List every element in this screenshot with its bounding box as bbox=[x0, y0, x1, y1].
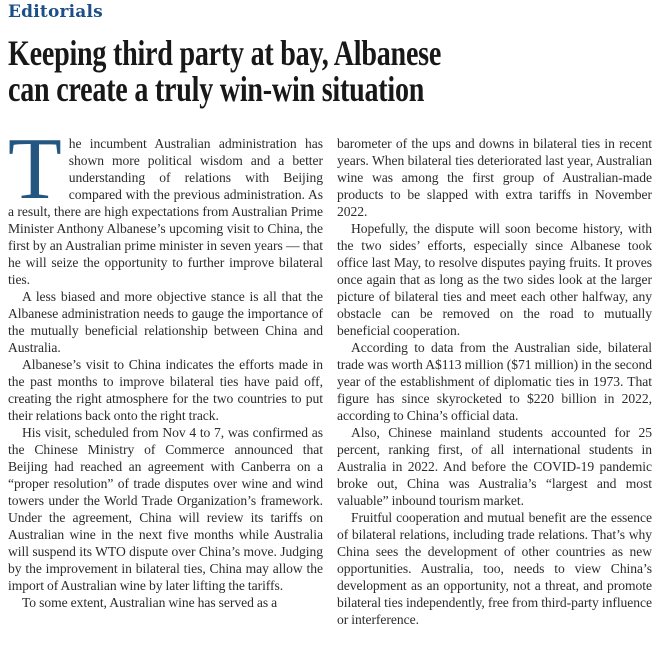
paragraph: barometer of the ups and downs in bilateral ties in recent years. When bilateral ties deteriorated last year, Australian wine was among the first group of Australian-made products to be slapped with extra tariffs in November 2022. bbox=[337, 136, 652, 219]
paragraph bbox=[8, 135, 323, 288]
headline-line-1: Keeping third party at bay, Albanese bbox=[8, 33, 442, 73]
section-kicker: Editorials bbox=[8, 2, 103, 22]
article-body bbox=[8, 135, 652, 663]
paragraph: To some extent, Australian wine has served as a bbox=[22, 595, 278, 610]
paragraph: Hopefully, the dispute will soon become history, with the two sides’ efforts, especially since Albanese took office last May, to resolve disputes paying fruits. It proves once again that as long as the two sides look at the larger picture of bilateral ties and meet each other halfway, any obstacle can be removed on the road to mutually beneficial cooperation. bbox=[337, 221, 652, 338]
article-column-right bbox=[337, 135, 652, 663]
paragraph: Albanese’s visit to China indicates the efforts made in the past months to improve bilateral ties have paid off, creating the right atmosphere for the two countries to put their relations back onto the right track. bbox=[8, 357, 323, 423]
article-headline bbox=[8, 35, 652, 107]
paragraph: According to data from the Australian side, bilateral trade was worth A$113 million ($71 million) in the second year of the establishment of diplomatic ties in 1973. That figure has since skyrocketed to $220 billion in 2022, according to China’s official data. bbox=[337, 340, 652, 423]
article-column-left bbox=[8, 135, 323, 663]
paragraph: Fruitful cooperation and mutual benefit are the essence of bilateral relations, including trade relations. That’s why China sees the development of other countries as new opportunities. Australia, too, needs to view China’s development as an opportunity, not a threat, and promote bilateral ties independently, free from third-party influence or interference. bbox=[337, 510, 652, 627]
paragraph-text: he incumbent Australian administration has shown more political wisdom and a better understanding of relations with Beijing compared with the previous administration. As a result, there are high expectations from Australian Prime Minister Anthony Albanese’s upcoming visit to China, the first by an Australian prime minister in seven years — that he will seize the opportunity to further improve bilateral ties. bbox=[8, 136, 323, 287]
paragraph: A less biased and more objective stance is all that the Albanese administration needs to gauge the importance of the mutually beneficial relationship between China and Australia. bbox=[8, 289, 323, 355]
paragraph: Also, Chinese mainland students accounted for 25 percent, ranking first, of all international students in Australia in 2022. And before the COVID-19 pandemic broke out, China was Australia’s “largest and most valuable” inbound tourism market. bbox=[337, 425, 652, 508]
headline-line-2: can create a truly win-win situation bbox=[8, 69, 425, 109]
drop-cap: T bbox=[8, 135, 62, 218]
paragraph: His visit, scheduled from Nov 4 to 7, was confirmed as the Chinese Ministry of Commerce announced that Beijing had reached an agreement with Canberra on a “proper resolution” of trade disputes over wine and wind towers under the World Trade Organization’s framework. Under the agreement, China will review its tariffs on Australian wine in the next five months while Australia will suspend its WTO dispute over China’s move. Judging by the improvement in bilateral ties, China may allow the import of Australian wine by later lifting the tariffs. bbox=[8, 425, 323, 593]
